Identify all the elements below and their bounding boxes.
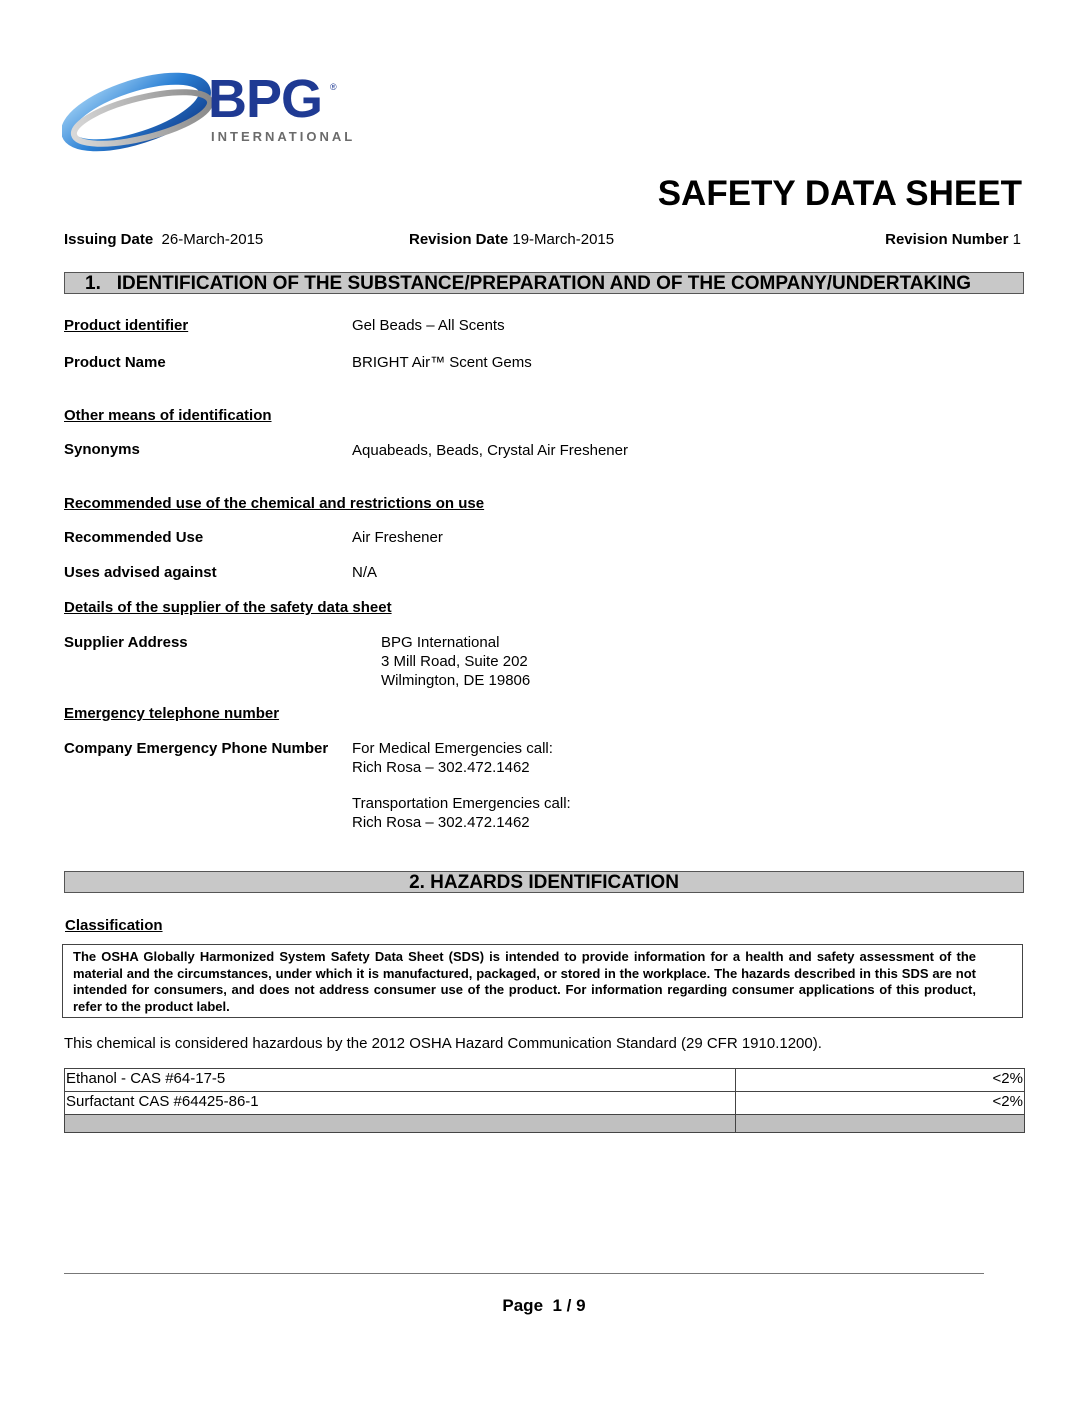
revision-date-label: Revision Date [409,231,509,248]
section-2-title: 2. HAZARDS IDENTIFICATION [409,872,679,893]
component-name: Surfactant CAS #64425-86-1 [65,1092,736,1115]
component-percent: <2% [736,1092,1025,1115]
uses-against-value: N/A [352,564,378,581]
medical-emergency [352,739,553,777]
revision-number [885,232,1021,247]
page-total: 9 [576,1296,586,1315]
medical-emergency-contact: Rich Rosa – 302.472.1462 [352,759,530,776]
supplier-address-line: Wilmington, DE 19806 [381,672,531,689]
section-1-number: 1. [85,273,101,294]
hazard-statement: This chemical is considered hazardous by the 2012 OSHA Hazard Communication Standard (29 CFR 1910.1200). [64,1035,822,1052]
transport-emergency-contact: Rich Rosa – 302.472.1462 [352,814,530,831]
product-identifier-value: Gel Beads – All Scents [352,317,505,334]
supplier-address-line: BPG International [381,634,500,651]
table-row [65,1069,1025,1092]
issuing-date-label: Issuing Date [64,231,154,248]
document-title: SAFETY DATA SHEET [657,174,1022,213]
product-name-label: Product Name [64,354,166,371]
recommended-use-label: Recommended Use [64,529,204,546]
component-percent: <2% [736,1069,1025,1092]
logo-subtitle: INTERNATIONAL [211,129,356,144]
supplier-address-label: Supplier Address [64,634,188,651]
other-means-heading: Other means of identification [64,407,272,424]
synonyms-label: Synonyms [64,441,140,458]
table-row-empty [65,1115,1025,1133]
transport-emergency [352,794,571,832]
uses-against-label: Uses advised against [64,564,217,581]
osha-notice: The OSHA Globally Harmonized System Safety Data Sheet (SDS) is intended to provide information for a health and safety assessment of the material and the circumstances, under which it is manufactured, packaged, or stored in the workplace. The hazards described in this SDS are not intended for consumers, and does not address consumer use of the product. For information regarding consumer applications of this product, refer to the product label. [62,944,1023,1018]
section-1-title: IDENTIFICATION OF THE SUBSTANCE/PREPARATION AND OF THE COMPANY/UNDERTAKING [116,273,971,294]
company-phone-label: Company Emergency Phone Number [64,740,329,757]
synonyms-value: Aquabeads, Beads, Crystal Air Freshener [352,442,628,459]
components-table [64,1068,1025,1133]
classification-heading: Classification [65,917,163,934]
page-current: 1 [552,1296,562,1315]
recommended-use-value: Air Freshener [352,529,443,546]
product-name-value: BRIGHT Air™ Scent Gems [352,354,532,371]
section-2-header [64,871,1024,893]
empty-cell [736,1115,1025,1133]
issuing-date-value: 26-March-2015 [161,231,264,248]
logo-wordmark: BPG [208,69,323,129]
revision-date-value: 19-March-2015 [512,231,615,248]
table-row [65,1092,1025,1115]
recommended-use-heading: Recommended use of the chemical and restrictions on use [64,495,485,512]
page-number: Page 1 / 9 [502,1296,586,1315]
supplier-heading: Details of the supplier of the safety data sheet [64,599,392,616]
product-identifier-label: Product identifier [64,317,189,334]
footer-divider [64,1273,984,1274]
component-name: Ethanol - CAS #64-17-5 [65,1069,736,1092]
transport-emergency-call: Transportation Emergencies call: [352,795,571,812]
section-1-header [64,272,1024,294]
supplier-address-line: 3 Mill Road, Suite 202 [381,653,528,670]
empty-cell [65,1115,736,1133]
logo-registered-mark: ® [330,82,337,92]
supplier-address [381,633,530,690]
medical-emergency-call: For Medical Emergencies call: [352,740,553,757]
issuing-date [64,232,263,247]
page-label: Page [502,1296,544,1315]
revision-number-label: Revision Number [885,231,1009,248]
revision-number-value: 1 [1012,231,1021,248]
emergency-heading: Emergency telephone number [64,705,280,722]
revision-date [409,232,614,247]
